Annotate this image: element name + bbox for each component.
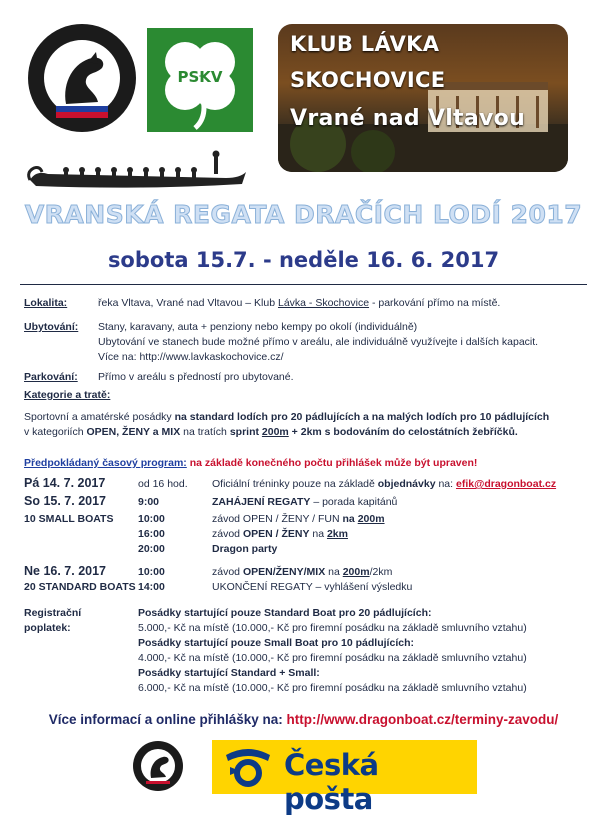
program-small-boats: 10 SMALL BOATS — [24, 513, 114, 525]
program-text-sun: závod OPEN/ŽENY/MIX na 200m/2km — [212, 566, 393, 578]
program-text-small-2km: závod OPEN / ŽENY na 2km — [212, 528, 348, 540]
program-time: 20:00 — [138, 543, 165, 555]
fee-combined-price: 6.000,- Kč na místě (10.000,- Kč pro firemní posádku na základě smluvního vztahu) — [138, 682, 527, 694]
cdba-logo-small — [132, 740, 184, 792]
parkovani-label: Parkování: — [24, 371, 78, 383]
lokalita-text: řeka Vltava, Vrané nad Vltavou – Klub Lávka - Skochovice - parkování přímo na místě. — [98, 297, 501, 309]
program-time: 10:00 — [138, 566, 165, 578]
categories-heading: Kategorie a tratě: — [24, 389, 111, 401]
ubytovani-line1: Stany, karavany, auta + penziony nebo kempy po okolí (individuálně) — [98, 321, 418, 333]
categories-line2: v kategoriích OPEN, ŽENY a MIX na tratích sprint 200m + 2km s bodováním do celostátních žebříčků. — [24, 426, 518, 438]
program-date-fri: Pá 14. 7. 2017 — [24, 476, 106, 490]
fee-standard-price: 5.000,- Kč na místě (10.000,- Kč pro firemní posádku na základě smluvního vztahu) — [138, 622, 527, 634]
club-name-line1: KLUB LÁVKA — [290, 32, 440, 56]
program-text-close: UKONČENÍ REGATY – vyhlášení výsledku — [212, 581, 413, 593]
program-date-sat: So 15. 7. 2017 — [24, 494, 107, 508]
program-standard-boats: 20 STANDARD BOATS — [24, 581, 136, 593]
program-heading: Předpokládaný časový program: na základě konečného počtu přihlášek může být upraven! — [24, 457, 478, 469]
pskv-logo — [147, 28, 253, 132]
program-time: 14:00 — [138, 581, 165, 593]
event-date: sobota 15.7. - neděle 16. 6. 2017 — [107, 248, 500, 272]
dragon-boat-illustration — [26, 150, 250, 194]
program-date-sun: Ne 16. 7. 2017 — [24, 564, 107, 578]
categories-line1: Sportovní a amatérské posádky na standard lodích pro 20 pádlujících a na malých lodích pro 10 pádlujících — [24, 411, 550, 423]
divider — [20, 284, 587, 285]
fee-label-1: Registrační — [24, 607, 82, 619]
registration-link[interactable]: http://www.dragonboat.cz/terminy-zavodu/ — [286, 712, 559, 727]
pskv-logo-text: PSKV — [177, 68, 223, 86]
club-name-line2: SKOCHOVICE — [290, 68, 446, 92]
fee-label-2: poplatek: — [24, 622, 71, 634]
club-link[interactable]: Lávka - Skochovice — [277, 297, 370, 309]
club-location: Vrané nad Vltavou — [290, 106, 526, 131]
program-text-fri: Oficiální tréninky pouze na základě objednávky na: efik@dragonboat.cz — [212, 478, 557, 490]
ubytovani-label: Ubytování: — [24, 321, 79, 333]
fee-small-price: 4.000,- Kč na místě (10.000,- Kč pro firemní posádku na základě smluvního vztahu) — [138, 652, 527, 664]
event-title: VRANSKÁ REGATA DRAČÍCH LODÍ 2017 — [24, 200, 583, 229]
footer-info: Více informací a online přihlášky na: http://www.dragonboat.cz/terminy-zavodu/ — [48, 712, 559, 727]
lokalita-label: Lokalita: — [24, 297, 68, 309]
program-text-sat-open: ZAHÁJENÍ REGATY – porada kapitánů — [212, 496, 398, 508]
program-text-small-200: závod OPEN / ŽENY / FUN na 200m — [212, 513, 385, 525]
ceska-posta-wordmark: Česká pošta — [284, 748, 379, 816]
program-text-party: Dragon party — [212, 543, 278, 555]
ubytovani-line2: Ubytování ve stanech bude možné přímo v areálu, ale individuálně využívejte i dalších kapacit. — [98, 336, 539, 348]
ceska-posta-logo — [212, 740, 477, 816]
fee-standard-head: Posádky startující pouze Standard Boat pro 20 pádlujících: — [138, 607, 432, 619]
ubytovani-link[interactable]: Více na: http://www.lavkaskochovice.cz/ — [98, 351, 284, 363]
club-banner — [278, 24, 568, 172]
program-time: 10:00 — [138, 513, 165, 525]
fee-combined-head: Posádky startující Standard + Small: — [138, 667, 320, 679]
email-link[interactable]: efik@dragonboat.cz — [455, 478, 557, 490]
cdba-logo — [26, 22, 138, 134]
program-time: 9:00 — [138, 496, 160, 508]
parkovani-text: Přímo v areálu s předností pro ubytované. — [98, 371, 294, 383]
program-time: 16:00 — [138, 528, 165, 540]
program-time: od 16 hod. — [138, 478, 188, 490]
fee-small-head: Posádky startující pouze Small Boat pro 10 pádlujících: — [138, 637, 414, 649]
